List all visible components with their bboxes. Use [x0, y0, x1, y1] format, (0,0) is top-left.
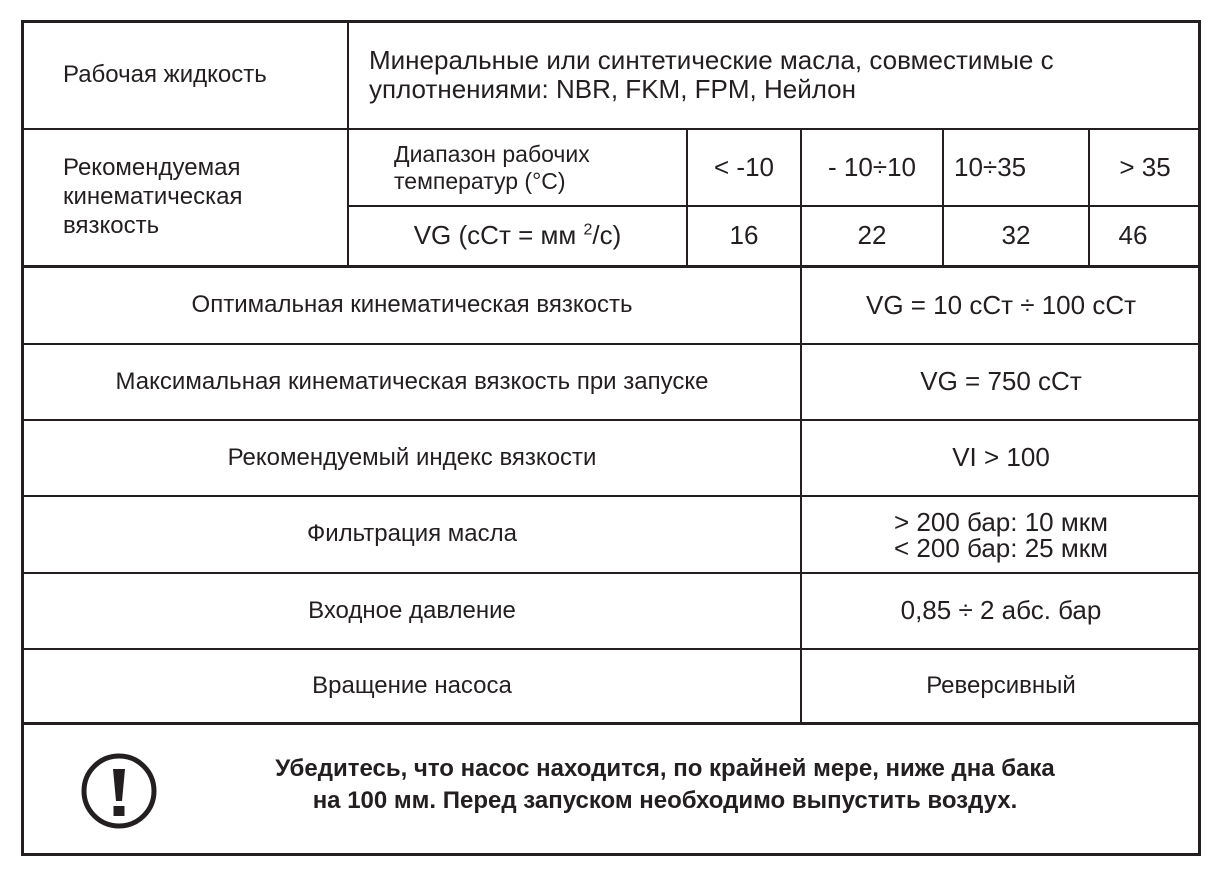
vg-header-prefix: VG (сСт = мм — [413, 220, 584, 251]
inlet-pressure-label — [24, 574, 800, 648]
viscosity-index-value — [802, 421, 1200, 495]
max-start-viscosity-value — [802, 345, 1200, 419]
temp-range-value: - 10÷10 — [828, 151, 916, 182]
vg-value: 46 — [1118, 220, 1148, 251]
vg-value: 16 — [729, 220, 759, 251]
fluid-label-cell — [24, 22, 347, 128]
vg-value: 22 — [857, 220, 887, 251]
temp-range-cell — [688, 130, 800, 205]
row-divider — [22, 722, 1200, 725]
row-label: Фильтрация масла — [307, 520, 517, 548]
temp-range-cell — [1090, 130, 1200, 205]
pump-rotation-label — [24, 650, 800, 722]
row-value: 0,85 ÷ 2 абс. бар — [900, 595, 1102, 626]
oil-filtration-label — [24, 497, 800, 572]
row-value: VI > 100 — [952, 442, 1050, 473]
row-value: VG = 750 сСт — [920, 366, 1082, 397]
temp-range-header-cell — [349, 130, 686, 205]
optimal-viscosity-value — [802, 268, 1200, 343]
fluid-value-line2: уплотнениями: NBR, FKM, FPM, Нейлон — [369, 74, 857, 104]
exclamation-circle-icon — [80, 752, 158, 830]
optimal-viscosity-label — [24, 268, 800, 343]
temp-range-header-line2: температур (°C) — [394, 167, 566, 194]
pump-rotation-value — [802, 650, 1200, 722]
temp-range-cell — [802, 130, 942, 205]
warning-line1: Убедитесь, что насос находится, по крайней мере, ниже дна бака — [275, 755, 1055, 783]
row-value: VG = 10 сСт ÷ 100 сСт — [865, 289, 1137, 320]
vg-value-cell — [802, 207, 942, 265]
inlet-pressure-value — [802, 574, 1200, 648]
vg-value-cell — [1090, 207, 1176, 265]
temp-range-value: 10÷35 — [954, 151, 1027, 182]
viscosity-label-cell — [24, 130, 347, 265]
row-label: Вращение насоса — [312, 671, 512, 699]
vg-value-cell — [688, 207, 800, 265]
viscosity-label-line1: Рекомендуемая — [63, 154, 241, 182]
vg-header — [414, 221, 622, 250]
temp-range-cell — [944, 130, 1088, 205]
vg-value-cell — [944, 207, 1088, 265]
row-value-line1: > 200 бар: 10 мкм — [894, 506, 1108, 537]
vg-header-cell — [349, 207, 686, 265]
max-start-viscosity-label — [24, 345, 800, 419]
viscosity-index-label — [24, 421, 800, 495]
fluid-label: Рабочая жидкость — [63, 60, 267, 88]
fluid-value-line1: Минеральные или синтетические масла, совместимые с — [369, 44, 1054, 75]
fluid-value-cell — [349, 22, 1200, 128]
warning-text — [170, 735, 1160, 835]
vg-header-suffix: /с) — [592, 220, 622, 251]
temp-range-header-line1: Диапазон рабочих — [394, 141, 590, 168]
temp-range-value: < -10 — [714, 151, 774, 182]
row-label: Входное давление — [308, 596, 516, 624]
row-label: Рекомендуемый индекс вязкости — [227, 443, 597, 471]
row-label: Оптимальная кинематическая вязкость — [191, 291, 633, 319]
vg-header-sup: 2 — [583, 221, 593, 239]
viscosity-label-line2: кинематическая — [63, 183, 243, 211]
temp-range-value: > 35 — [1119, 151, 1171, 182]
row-label: Максимальная кинематическая вязкость при запуске — [115, 367, 709, 395]
oil-filtration-value — [802, 497, 1200, 572]
vg-value: 32 — [1001, 220, 1031, 251]
warning-line2: на 100 мм. Перед запуском необходимо выпустить воздух. — [312, 787, 1018, 814]
row-value: Реверсивный — [926, 671, 1076, 699]
viscosity-label-line3: вязкость — [63, 211, 160, 239]
row-value-line2: < 200 бар: 25 мкм — [894, 532, 1108, 563]
